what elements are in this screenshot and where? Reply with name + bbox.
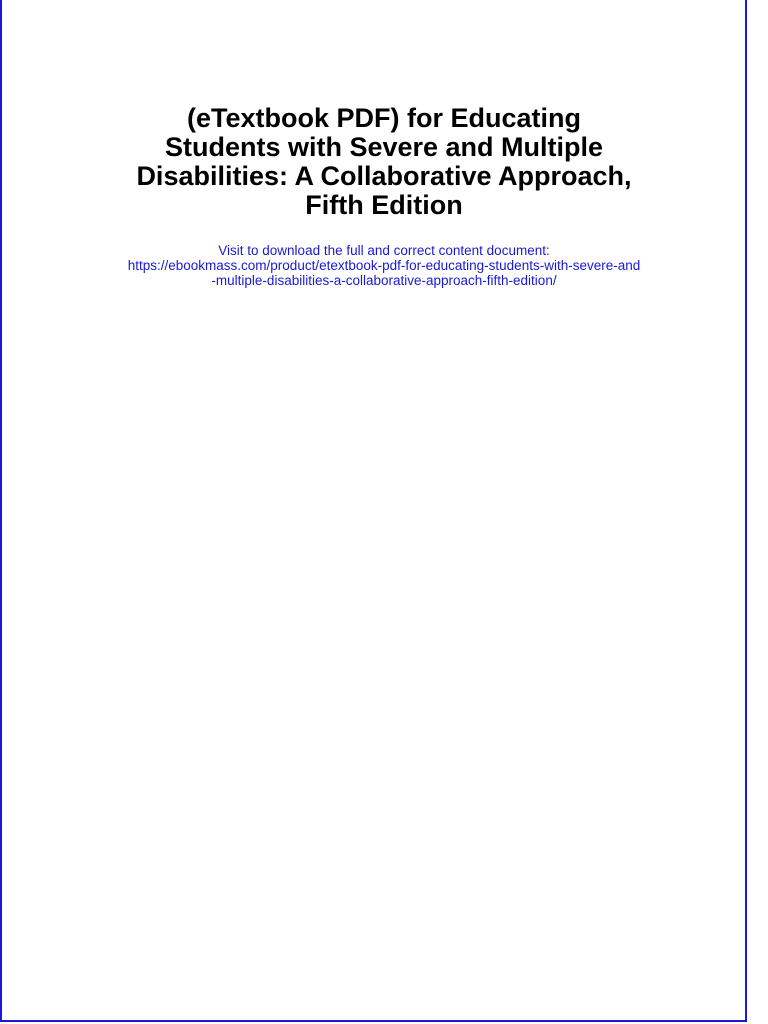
download-link[interactable] — [0, 258, 768, 288]
title-line: Disabilities: A Collaborative Approach, — [136, 161, 632, 191]
download-link-line[interactable]: https://ebookmass.com/product/etextbook-pdf-for-educating-students-with-severe-and — [127, 258, 641, 273]
title-line: Fifth Edition — [305, 190, 463, 220]
download-link-line[interactable]: -multiple-disabilities-a-collaborative-approach-fifth-edition/ — [211, 273, 557, 288]
download-notice — [0, 243, 768, 288]
title-line: Students with Severe and Multiple — [164, 132, 604, 162]
title-line: (eTextbook PDF) for Educating — [186, 103, 581, 133]
download-notice-text: Visit to download the full and correct content document: — [218, 243, 550, 258]
document-title — [0, 104, 768, 220]
